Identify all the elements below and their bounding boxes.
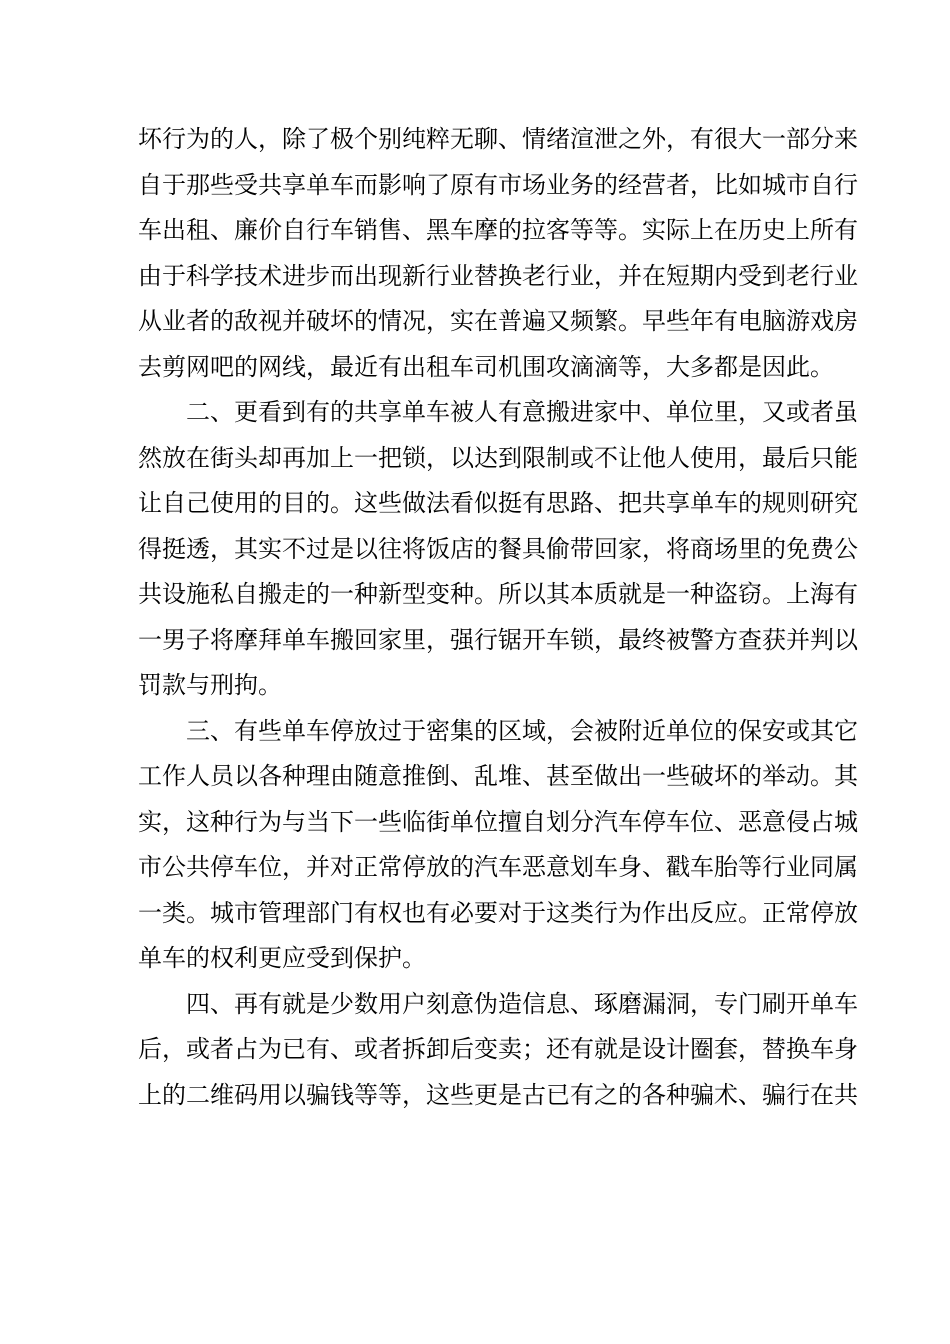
document-body — [138, 117, 858, 1118]
text-line: 后，或者占为已有、或者拆卸后变卖；还有就是设计圈套，替换车身 — [138, 1035, 858, 1063]
text-line: 让自己使用的目的。这些做法看似挺有思路、把共享单车的规则研究 — [138, 489, 858, 517]
text-line: 上的二维码用以骗钱等等，这些更是古已有之的各种骗术、骗行在共 — [138, 1080, 858, 1109]
text-line: 工作人员以各种理由随意推倒、乱堆、甚至做出一些破坏的举动。其 — [138, 762, 858, 790]
text-line: 得挺透，其实不过是以往将饭店的餐具偷带回家，将商场里的免费公 — [138, 534, 858, 563]
text-line: 自于那些受共享单车而影响了原有市场业务的经营者，比如城市自行 — [138, 170, 858, 199]
text-line: 市公共停车位，并对正常停放的汽车恶意划车身、戳车胎等行业同属 — [138, 853, 858, 881]
text-line: 共设施私自搬走的一种新型变种。所以其本质就是一种盗窃。上海有 — [138, 580, 858, 608]
text-line: 然放在街头却再加上一把锁，以达到限制或不让他人使用，最后只能 — [138, 443, 858, 472]
text-line: 二、更看到有的共享单车被人有意搬进家中、单位里，又或者虽 — [186, 398, 858, 426]
text-line: 车出租、廉价自行车销售、黑车摩的拉客等等。实际上在历史上所有 — [138, 216, 858, 244]
text-line: 坏行为的人，除了极个别纯粹无聊、情绪渲泄之外，有很大一部分来 — [138, 125, 858, 153]
text-line: 单车的权利更应受到保护。 — [138, 944, 426, 972]
text-line: 去剪网吧的网线，最近有出租车司机围攻滴滴等，大多都是因此。 — [138, 352, 834, 381]
text-line: 罚款与刑拘。 — [138, 671, 282, 699]
text-line: 一类。城市管理部门有权也有必要对于这类行为作出反应。正常停放 — [138, 898, 858, 927]
text-line: 从业者的敌视并破坏的情况，实在普遍又频繁。早些年有电脑游戏房 — [138, 307, 858, 335]
text-line: 三、有些单车停放过于密集的区域，会被附近单位的保安或其它 — [186, 716, 858, 745]
text-line: 实，这种行为与当下一些临街单位擅自划分汽车停车位、恶意侵占城 — [138, 807, 858, 836]
text-line: 一男子将摩拜单车搬回家里，强行锯开车锁，最终被警方查获并判以 — [138, 625, 858, 654]
text-line: 由于科学技术进步而出现新行业替换老行业，并在短期内受到老行业 — [138, 261, 858, 290]
text-line: 四、再有就是少数用户刻意伪造信息、琢磨漏洞，专门刷开单车 — [186, 989, 858, 1018]
